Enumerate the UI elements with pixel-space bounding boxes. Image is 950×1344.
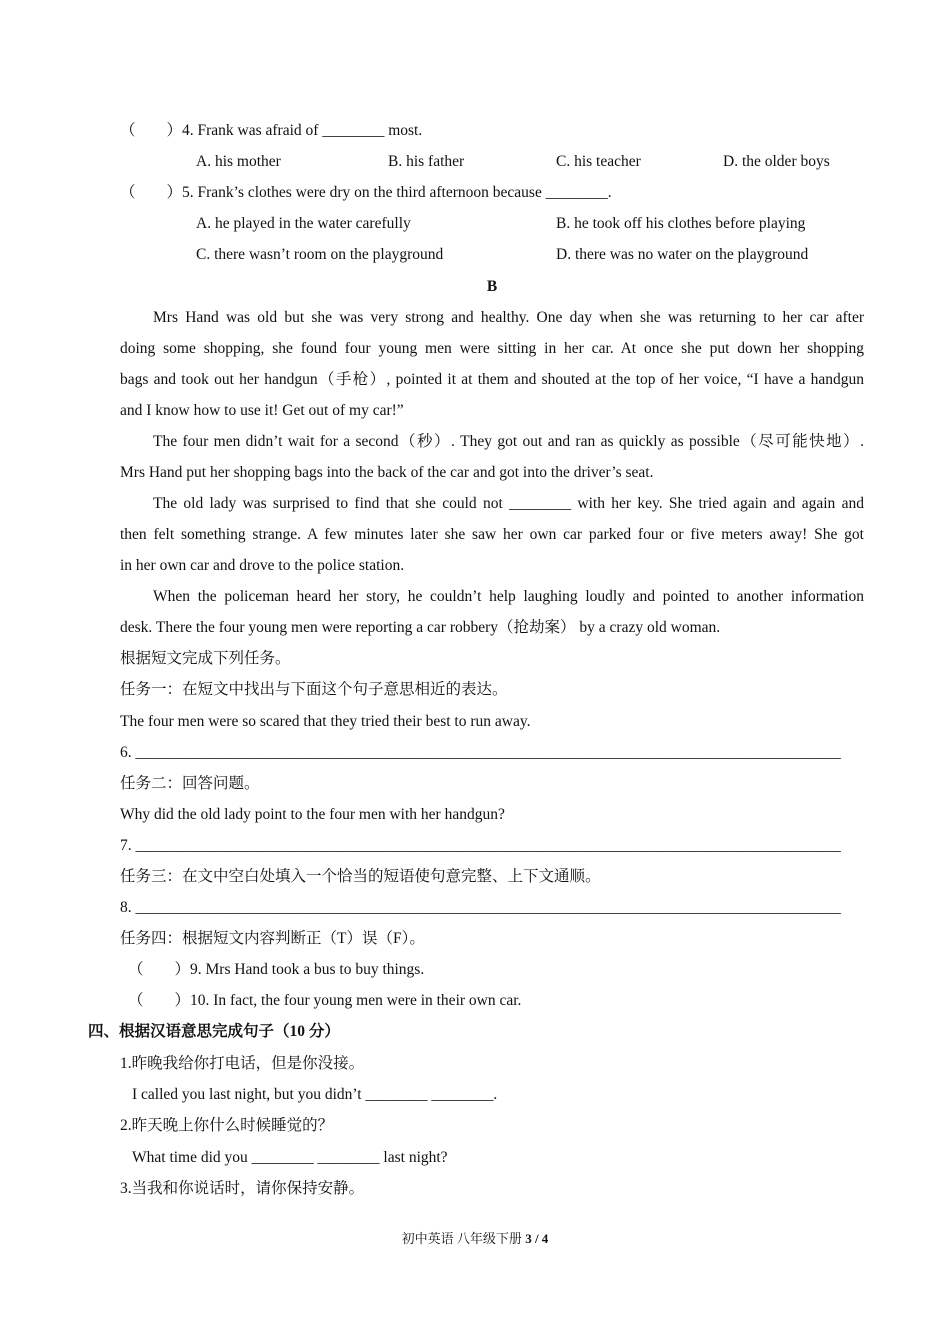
question-4-option-d: D. the older boys [723, 153, 830, 170]
question-5-option-c: C. there wasn’t room on the playground [196, 246, 444, 263]
question-4-option-b: B. his father [388, 153, 465, 170]
passage-line: and I know how to use it! Get out of my car!” [120, 402, 404, 419]
passage-line: doing some shopping, she found four young men were sitting in her car. At once she put down her shopping [120, 340, 864, 357]
section-4-heading: 四、根据汉语意思完成句子（10 分） [88, 1023, 340, 1040]
answer-line-8: 8. ___________________________________________________________________________________________ [120, 899, 841, 916]
task-2-instruction: 任务二：回答问题。 [120, 775, 260, 792]
question-5-option-d: D. there was no water on the playground [556, 246, 809, 263]
question-4-option-a: A. his mother [196, 153, 281, 170]
tasks-intro: 根据短文完成下列任务。 [120, 650, 291, 667]
question-10: （ ）10. In fact, the four young men were in their own car. [128, 992, 522, 1009]
answer-line-6: 6. ___________________________________________________________________________________________ [120, 744, 841, 761]
sentence-1-english: I called you last night, but you didn’t ________ ________. [132, 1086, 498, 1103]
task-3-instruction: 任务三：在文中空白处填入一个恰当的短语使句意完整、上下文通顺。 [120, 868, 601, 885]
task-1-instruction: 任务一：在短文中找出与下面这个句子意思相近的表达。 [120, 681, 508, 698]
question-4-option-c: C. his teacher [556, 153, 641, 170]
passage-line: then felt something strange. A few minutes later she saw her own car parked four or five meters away! She got [120, 526, 864, 543]
sentence-1-chinese: 1.昨晚我给你打电话，但是你没接。 [120, 1055, 365, 1072]
sentence-3-chinese: 3.当我和你说话时，请你保持安静。 [120, 1180, 365, 1197]
task-1-sentence: The four men were so scared that they tried their best to run away. [120, 713, 531, 730]
answer-line-7: 7. ___________________________________________________________________________________________ [120, 837, 841, 854]
sentence-2-english: What time did you ________ ________ last night? [132, 1149, 448, 1166]
passage-b-heading: B [486, 278, 498, 295]
passage-line: Mrs Hand put her shopping bags into the back of the car and got into the driver’s seat. [120, 464, 654, 481]
footer-label: 初中英语 八年级下册 [401, 1231, 526, 1246]
passage-line: desk. There the four young men were reporting a car robbery（抢劫案） by a crazy old woman. [120, 619, 721, 636]
task-4-instruction: 任务四：根据短文内容判断正（T）误（F）。 [120, 930, 425, 947]
page-footer [0, 1230, 950, 1248]
passage-line: in her own car and drove to the police station. [120, 557, 405, 574]
passage-line: bags and took out her handgun（手枪）, pointed it at them and shouted at the top of her voice, “I have a handgun [120, 371, 864, 388]
question-5-option-a: A. he played in the water carefully [196, 215, 411, 232]
page-number: 3 / 4 [525, 1231, 549, 1246]
task-2-question: Why did the old lady point to the four men with her handgun? [120, 806, 505, 823]
sentence-2-chinese: 2.昨天晚上你什么时候睡觉的？ [120, 1117, 334, 1134]
question-9: （ ）9. Mrs Hand took a bus to buy things. [128, 961, 425, 978]
passage-line: Mrs Hand was old but she was very strong and healthy. One day when she was returning to her car after [153, 309, 864, 326]
question-5-stem: （ ）5. Frank’s clothes were dry on the third afternoon because ________. [120, 184, 612, 201]
question-4-stem: （ ）4. Frank was afraid of ________ most. [120, 122, 423, 139]
passage-line: The four men didn’t wait for a second（秒）. They got out and ran as quickly as possible（尽可能快地）. [153, 433, 864, 450]
passage-line: The old lady was surprised to find that she could not ________ with her key. She tried again and again and [153, 495, 864, 512]
passage-line: When the policeman heard her story, he couldn’t help laughing loudly and pointed to another information [153, 588, 864, 605]
question-5-option-b: B. he took off his clothes before playing [556, 215, 806, 232]
